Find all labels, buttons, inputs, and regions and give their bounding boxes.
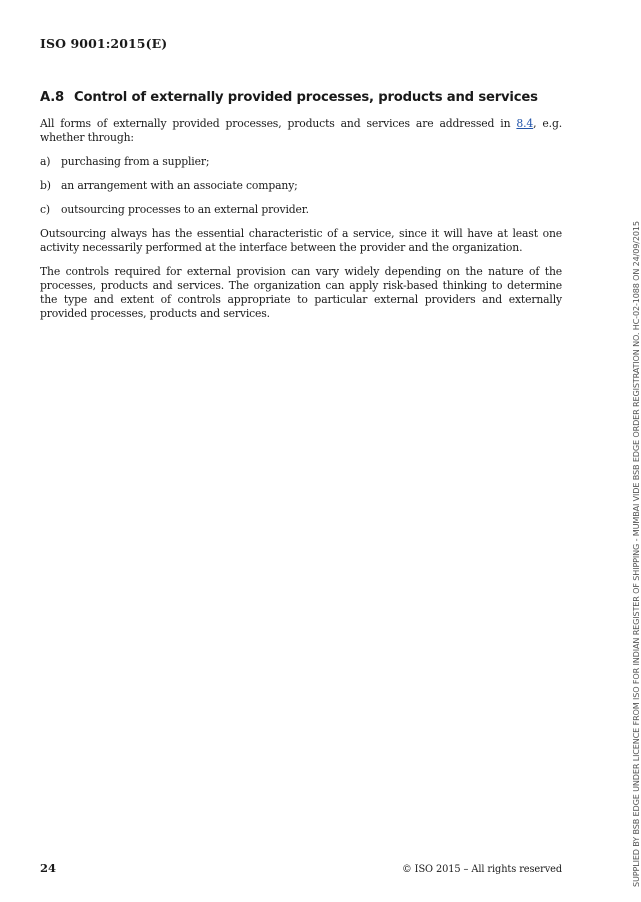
page-number: 24: [40, 861, 57, 875]
intro-text-before: All forms of externally provided processes, products and services are addressed in: [40, 117, 517, 130]
list-item-text: purchasing from a supplier;: [61, 155, 210, 168]
document-header: ISO 9001:2015(E): [40, 36, 168, 51]
list-item: [40, 179, 562, 193]
copyright-notice: © ISO 2015 – All rights reserved: [401, 864, 562, 875]
intro-text-after: , e.g. whether through:: [40, 117, 562, 144]
licence-watermark: SUPPLIED BY BSB EDGE UNDER LICENCE FROM ISO FOR INDIAN REGISTER OF SHIPPING - MUMBAI VIDE BSB EDGE ORDER REGISTRATION NO. HC-02-1088 ON 24/09/2015: [631, 221, 641, 887]
list-item-text: an arrangement with an associate company;: [61, 179, 298, 192]
list-marker: a): [40, 155, 51, 168]
controls-paragraph: The controls required for external provision can vary widely depending on the nature of the processes, products and services. The organization can apply risk-based thinking to determine the type and extent of controls appropriate to particular external providers and externally provided processes, products and services.: [40, 265, 562, 320]
list-item: [40, 203, 562, 217]
section-title: Control of externally provided processes, products and services: [74, 90, 538, 105]
clause-reference-link[interactable]: 8.4: [516, 117, 534, 130]
list-marker: b): [40, 179, 51, 192]
outsourcing-paragraph: Outsourcing always has the essential characteristic of a service, since it will have at least one activity necessarily performed at the interface between the provider and the organization.: [40, 227, 562, 254]
list-item: [40, 155, 562, 169]
intro-paragraph: [40, 117, 562, 145]
section-number: A.8: [40, 90, 65, 105]
section-heading: [40, 90, 562, 105]
list-marker: c): [40, 203, 50, 216]
list-item-text: outsourcing processes to an external provider.: [61, 203, 309, 216]
page-footer: [40, 861, 562, 875]
page-body: [40, 90, 562, 331]
